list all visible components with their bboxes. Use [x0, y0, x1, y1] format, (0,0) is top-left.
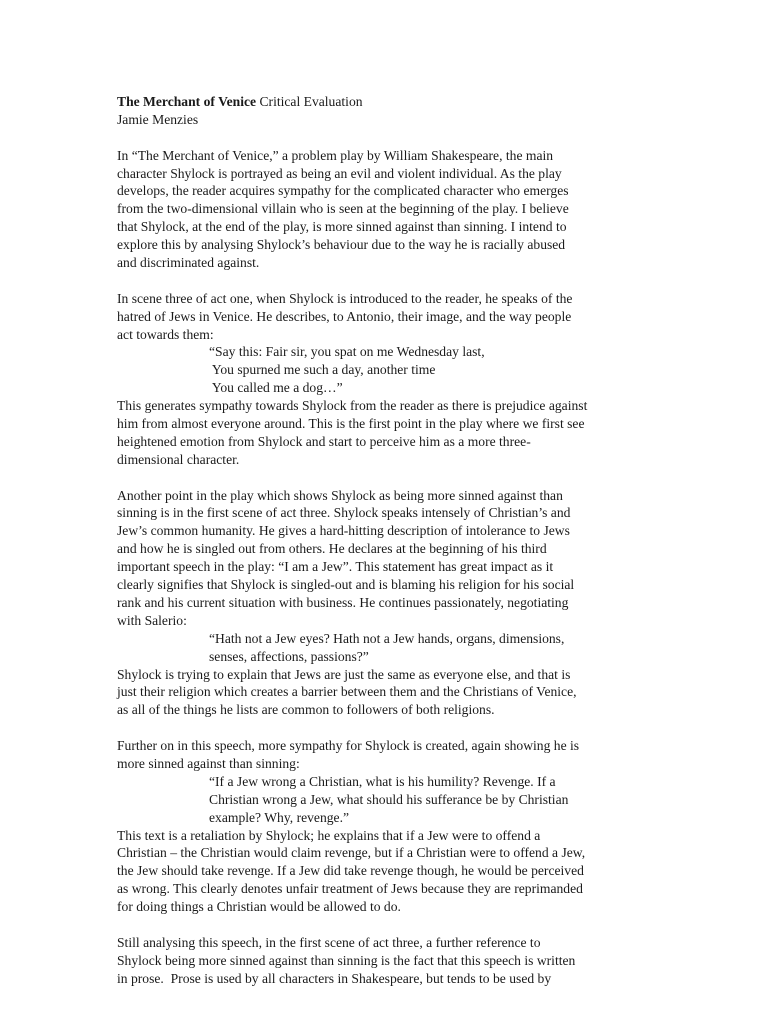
text-line: as all of the things he lists are common to followers of both religions.: [117, 702, 495, 718]
paragraph-gap: [117, 719, 647, 737]
text-line: Further on in this speech, more sympathy for Shylock is created, again showing he is: [117, 738, 580, 754]
quote-line: senses, affections, passions?”: [209, 648, 369, 664]
text-line: hatred of Jews in Venice. He describes, to Antonio, their image, and the way people: [117, 308, 572, 324]
text-line: In “The Merchant of Venice,” a problem play by William Shakespeare, the main: [117, 147, 554, 163]
text-line: rank and his current situation with business. He continues passionately, negotiating: [117, 594, 569, 610]
text-line: explore this by analysing Shylock’s behaviour due to the way he is racially abused: [117, 237, 566, 253]
text-line: develops, the reader acquires sympathy for the complicated character who emerges: [117, 183, 569, 199]
text-line: This text is a retaliation by Shylock; he explains that if a Jew were to offend a: [117, 827, 541, 843]
quote-line: “Hath not a Jew eyes? Hath not a Jew hands, organs, dimensions,: [209, 630, 565, 646]
text-line: from the two-dimensional villain who is seen at the beginning of the play. I believe: [117, 201, 569, 217]
text-line: and how he is singled out from others. He declares at the beginning of his third: [117, 541, 547, 557]
text-line: act towards them:: [117, 326, 214, 342]
text-line: sinning is in the first scene of act three. Shylock speaks intensely of Christian’s and: [117, 505, 571, 521]
text-line: the Jew should take revenge. If a Jew did take revenge though, he would be perceived: [117, 863, 584, 879]
text-line: heightened emotion from Shylock and start to perceive him as a more three-: [117, 433, 531, 449]
text-line: Another point in the play which shows Shylock as being more sinned against than: [117, 487, 563, 503]
text-line: Jew’s common humanity. He gives a hard-hitting description of intolerance to Jews: [117, 523, 570, 539]
text-line: Christian – the Christian would claim revenge, but if a Christian were to offend a Jew,: [117, 845, 586, 861]
text-line: dimensional character.: [117, 451, 240, 467]
block-quote: [117, 773, 647, 827]
quote-line: example? Why, revenge.”: [209, 809, 350, 825]
text-line: Still analysing this speech, in the first scene of act three, a further reference to: [117, 934, 541, 950]
paragraph-prose: [117, 934, 647, 988]
block-quote: [117, 630, 647, 666]
text-line: that Shylock, at the end of the play, is more sinned against than sinning. I intend to: [117, 219, 567, 235]
document-page: [117, 93, 647, 988]
text-line: just their religion which creates a barrier between them and the Christians of Venice,: [117, 684, 577, 700]
text-line: This generates sympathy towards Shylock from the reader as there is prejudice against: [117, 398, 588, 414]
paragraph-act-three: [117, 487, 647, 720]
quote-line: You called me a dog…”: [209, 380, 343, 396]
paragraph-gap: [117, 469, 647, 487]
text-line: more sinned against than sinning:: [117, 755, 300, 771]
paragraph-intro: [117, 147, 647, 272]
paragraph-act-one: [117, 290, 647, 469]
title-subtitle: Critical Evaluation: [256, 94, 363, 109]
block-quote: [117, 343, 647, 397]
quote-line: Christian wrong a Jew, what should his sufferance be by Christian: [209, 791, 569, 807]
title-play-name: The Merchant of Venice: [117, 94, 257, 109]
quote-line: “Say this: Fair sir, you spat on me Wednesday last,: [209, 344, 485, 360]
text-line: character Shylock is portrayed as being an evil and violent individual. As the play: [117, 165, 562, 181]
quote-line: You spurned me such a day, another time: [209, 362, 436, 378]
text-line: in prose. Prose is used by all characters in Shakespeare, but tends to be used by: [117, 970, 552, 986]
document-title: [117, 93, 647, 111]
text-line: and discriminated against.: [117, 255, 260, 271]
text-line: In scene three of act one, when Shylock is introduced to the reader, he speaks of the: [117, 290, 573, 306]
paragraph-revenge: [117, 737, 647, 916]
text-line: with Salerio:: [117, 612, 187, 628]
author-name: Jamie Menzies: [117, 111, 199, 127]
paragraph-gap: [117, 916, 647, 934]
text-line: clearly signifies that Shylock is singled-out and is blaming his religion for his social: [117, 577, 575, 593]
text-line: for doing things a Christian would be allowed to do.: [117, 899, 401, 915]
paragraph-gap: [117, 272, 647, 290]
text-line: him from almost everyone around. This is the first point in the play where we first see: [117, 416, 585, 432]
text-line: as wrong. This clearly denotes unfair treatment of Jews because they are reprimanded: [117, 881, 583, 897]
paragraph-gap: [117, 129, 647, 147]
quote-line: “If a Jew wrong a Christian, what is his humility? Revenge. If a: [209, 773, 556, 789]
text-line: important speech in the play: “I am a Jew”. This statement has great impact as it: [117, 559, 554, 575]
text-line: Shylock being more sinned against than sinning is the fact that this speech is written: [117, 952, 576, 968]
text-line: Shylock is trying to explain that Jews are just the same as everyone else, and that is: [117, 666, 571, 682]
